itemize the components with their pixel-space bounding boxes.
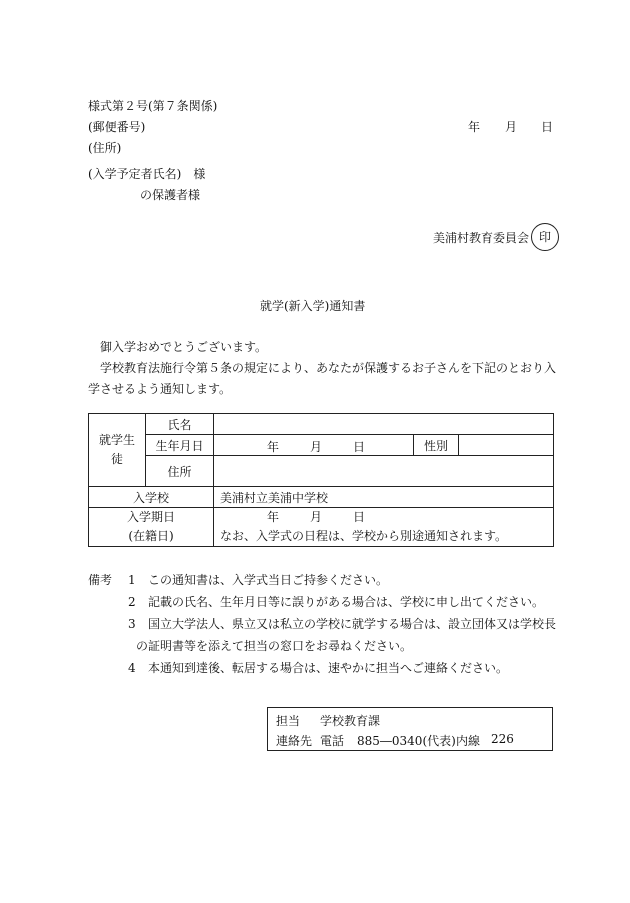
period-day: 日 [353,510,366,524]
contact-label: 連絡先 [276,734,313,748]
phone-label: 電話 [320,734,345,748]
postal-code-label: (郵便番号) [88,120,146,134]
dob-day: 日 [353,440,366,454]
gender-field [459,435,554,456]
note-2-text: 記載の氏名、生年月日等に誤りがある場合は、学校に申し出てください。 [148,595,545,609]
greeting-text: 御入学おめでとうございます。 [100,340,268,354]
issuer-name: 美浦村教育委員会 [433,231,530,245]
period-label-cell [89,508,214,547]
note-3-number: 3 [128,617,136,631]
dob-month: 月 [310,440,323,454]
ceremony-note: なお、入学式の日程は、学校から別途通知されます。 [220,529,508,543]
phone-value: 885―0340(代表) [357,734,456,748]
note-1-number: 1 [128,573,136,587]
address-label: (住所) [88,141,122,155]
date-day: 日 [541,120,554,134]
note-1-text: この通知書は、入学式当日ご持参ください。 [148,573,389,587]
extension-label: 内線 [456,734,481,748]
notes-label: 備考 [88,573,113,587]
name-field [214,414,554,435]
guardian-label: の保護者様 [140,188,201,202]
body-line-2: 学させるよう通知します。 [88,382,232,396]
enrolled-label: (在籍日) [128,529,174,543]
period-label: 入学期日 [126,510,175,524]
student-label-cell [89,414,146,487]
enrollment-table [88,413,554,547]
address-row-label: 住所 [146,456,214,487]
note-3-continuation: の証明書等を添えて担当の窓口をお尋ねください。 [136,639,413,653]
period-year: 年 [267,510,280,524]
date-year: 年 [468,120,481,134]
dob-year: 年 [267,440,280,454]
form-number: 様式第２号(第７条関係) [88,99,218,113]
body-line-1: 学校教育法施行令第５条の規定により、あなたが保護するお子さんを下記のとおり入 [100,361,557,375]
note-4-text: 本通知到達後、転居する場合は、速やかに担当へご連絡ください。 [148,661,509,675]
gender-label: 性別 [414,435,459,456]
period-month: 月 [310,510,323,524]
school-label: 入学校 [89,487,214,508]
name-label: 氏名 [146,414,214,435]
period-field [214,508,554,547]
school-value: 美浦村立美浦中学校 [214,487,554,508]
extension-value: 226 [491,732,514,746]
person-value: 学校教育課 [320,714,381,728]
seal-stamp: 印 [531,223,559,251]
date-month: 月 [505,120,518,134]
person-label: 担当 [276,714,301,728]
dob-field [214,435,414,456]
student-label: 就学生徒 [98,433,135,466]
contact-box [267,707,553,751]
note-2-number: 2 [128,595,136,609]
note-4-number: 4 [128,661,136,675]
note-3-text: 国立大学法人、県立又は私立の学校に就学する場合は、設立団体又は学校長 [148,617,557,631]
recipient-name: (入学予定者氏名) 様 [88,167,206,181]
document-title: 就学(新入学)通知書 [260,299,366,313]
address-field [214,456,554,487]
dob-label: 生年月日 [146,435,214,456]
